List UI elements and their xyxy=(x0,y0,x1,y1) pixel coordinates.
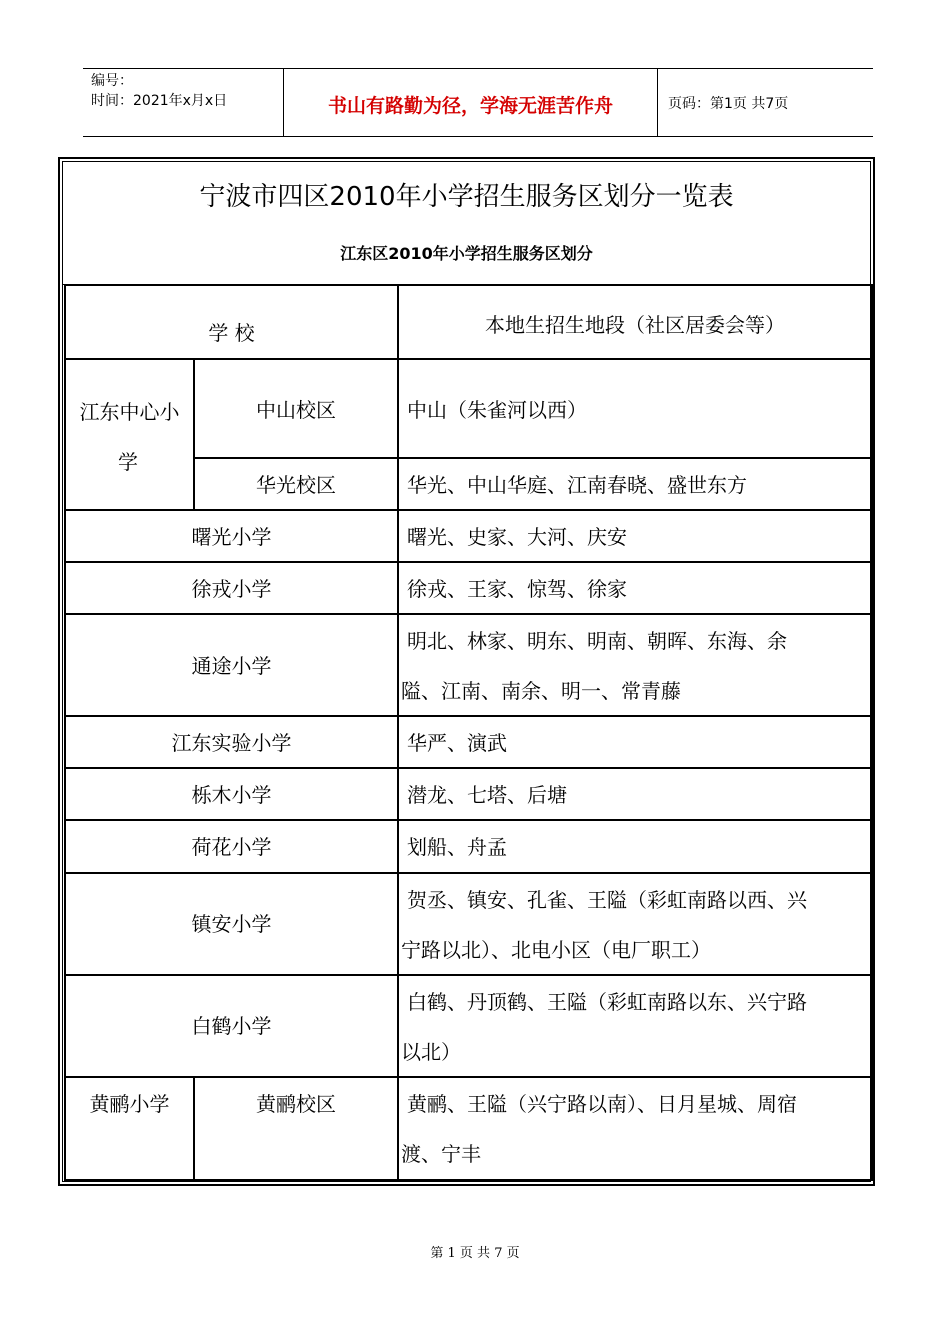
cell-area: 曙光、史家、大河、庆安 xyxy=(407,525,627,549)
document-time-label: 时间：2021年x月x日 xyxy=(91,93,228,109)
cell-school: 曙光小学 xyxy=(191,525,272,549)
cell-area: 以北） xyxy=(401,1040,461,1064)
header-area: 本地生招生地段（社区居委会等） xyxy=(485,313,785,337)
cell-school: 白鹤小学 xyxy=(191,1014,272,1038)
cell-area: 宁路以北）、北电小区（电厂职工） xyxy=(401,938,711,962)
cell-school: 镇安小学 xyxy=(191,912,272,936)
document-number-label: 编号： xyxy=(91,73,133,89)
cell-area: 黄鹂、王隘（兴宁路以南）、日月星城、周宿 xyxy=(407,1092,797,1116)
header-school: 学 校 xyxy=(208,321,255,345)
cell-area: 白鹤、丹顶鹤、王隘（彩虹南路以东、兴宁路 xyxy=(407,990,807,1014)
cell-school: 江东中心小 xyxy=(79,400,180,424)
cell-school: 荷花小学 xyxy=(191,835,272,859)
cell-school: 黄鹂小学 xyxy=(89,1092,170,1116)
table-vline-area xyxy=(397,286,399,1179)
table-hline xyxy=(66,872,871,874)
cell-school: 通途小学 xyxy=(191,654,272,678)
cell-area: 华光、中山华庭、江南春晓、盛世东方 xyxy=(407,473,747,497)
cell-school: 江东实验小学 xyxy=(171,731,292,755)
page-footer: 第 1 页 共 7 页 xyxy=(430,1246,520,1261)
cell-area: 潜龙、七塔、后塘 xyxy=(407,783,567,807)
header-page-cell xyxy=(658,69,873,136)
document-subtitle: 江东区2010年小学招生服务区划分 xyxy=(340,244,593,263)
cell-school: 学 xyxy=(118,450,138,474)
cell-area: 划船、舟孟 xyxy=(407,835,507,859)
cell-area: 明北、林家、明东、明南、朝晖、东海、余 xyxy=(407,629,787,653)
table-hline xyxy=(66,1076,871,1078)
school-zone-table xyxy=(64,284,873,1181)
header-page-number: 页码：第1页 共7页 xyxy=(668,96,789,112)
cell-campus: 黄鹂校区 xyxy=(256,1092,336,1116)
cell-area: 中山（朱雀河以西） xyxy=(407,398,587,422)
table-hline xyxy=(194,457,871,459)
cell-campus: 华光校区 xyxy=(256,473,336,497)
cell-area: 徐戎、王家、惊驾、徐家 xyxy=(407,577,627,601)
cell-campus: 中山校区 xyxy=(256,398,336,422)
document-header xyxy=(83,68,873,137)
header-meta-cell xyxy=(83,69,284,136)
cell-area: 贺丞、镇安、孔雀、王隘（彩虹南路以西、兴 xyxy=(407,888,807,912)
header-motto-cell xyxy=(284,69,658,136)
cell-area: 渡、宁丰 xyxy=(401,1142,481,1166)
cell-school: 徐戎小学 xyxy=(191,577,272,601)
cell-area: 华严、演武 xyxy=(407,731,507,755)
motto-text: 书山有路勤为径，学海无涯苦作舟 xyxy=(327,95,613,117)
table-hline xyxy=(66,358,871,360)
cell-school: 栎木小学 xyxy=(191,783,272,807)
document-title: 宁波市四区2010年小学招生服务区划分一览表 xyxy=(199,182,734,212)
cell-area: 隘、江南、南余、明一、常青藤 xyxy=(401,679,681,703)
